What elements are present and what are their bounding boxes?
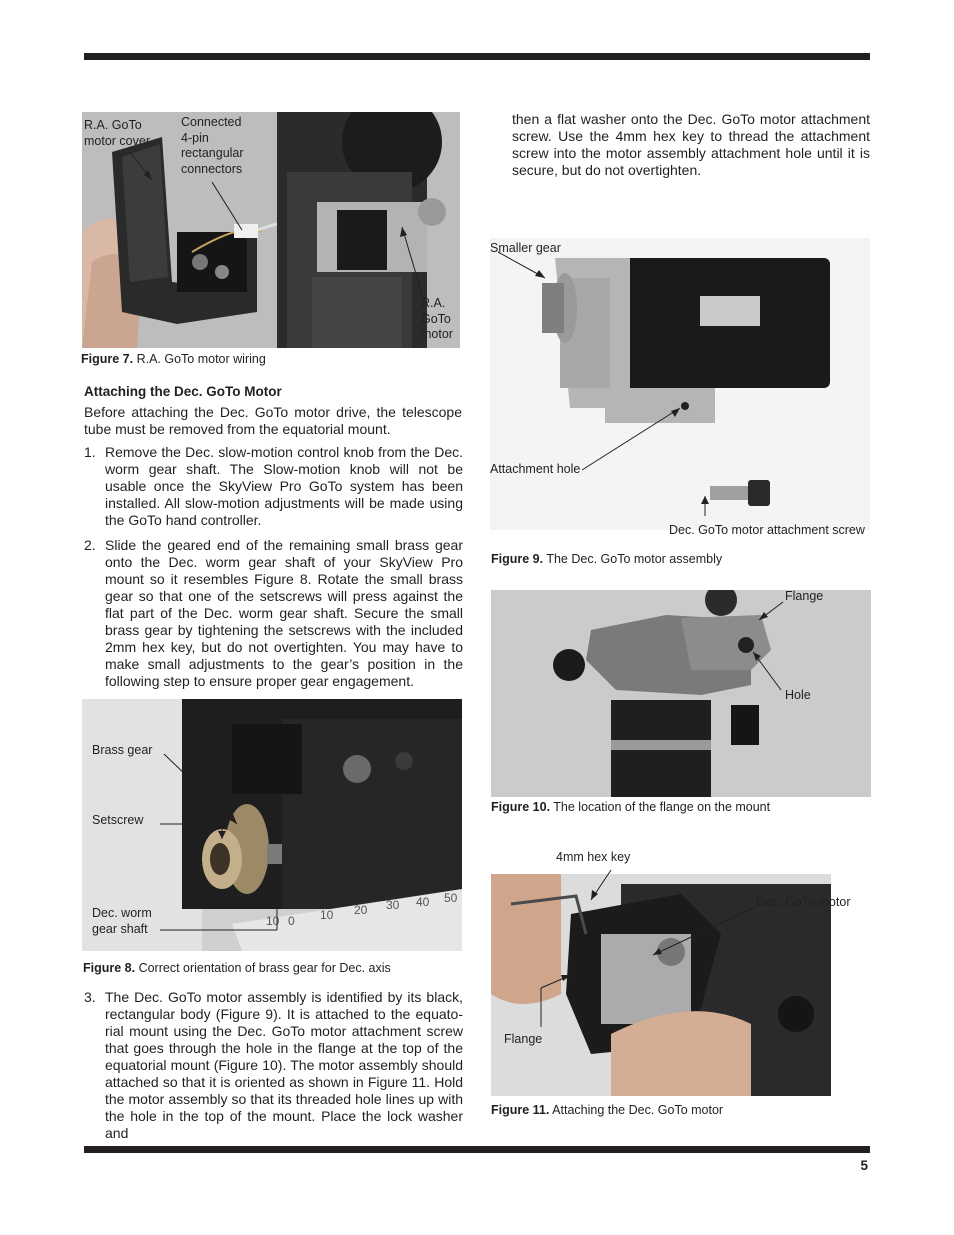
fig10-caption xyxy=(491,800,770,814)
fig10-leader-lines xyxy=(491,590,871,797)
fig8-scale-n1: 0 xyxy=(288,914,295,928)
fig8-caption-text: Correct orientation of brass gear for Dec. axis xyxy=(138,961,391,975)
fig11-label-motor: Dec. GoTo motor xyxy=(756,895,851,909)
fig9-caption-label: Figure 9. xyxy=(491,552,544,566)
fig9-leader-lines xyxy=(490,238,870,530)
fig9-caption xyxy=(491,552,722,566)
fig8-scale-n5: 40 xyxy=(416,895,430,909)
fig11-caption-label: Figure 11. xyxy=(491,1103,550,1117)
fig8-label-brass-gear: Brass gear xyxy=(92,743,153,757)
fig9-label-smaller-gear: Smaller gear xyxy=(490,241,561,255)
fig9-label-attachment-hole: Attachment hole xyxy=(490,462,581,476)
fig8-label-worm-shaft: Dec. worm gear shaft xyxy=(92,906,152,936)
fig9-caption-text: The Dec. GoTo motor assembly xyxy=(546,552,723,566)
fig8-caption-label: Figure 8. xyxy=(83,961,136,975)
step-3-number: 3. xyxy=(84,989,96,1005)
fig8-scale-n6: 50 xyxy=(444,891,458,905)
fig10-caption-text: The location of the flange on the mount xyxy=(553,800,771,814)
top-rule xyxy=(84,53,870,60)
fig8-label-setscrew: Setscrew xyxy=(92,813,144,827)
fig7-caption-text: R.A. GoTo motor wiring xyxy=(136,352,266,366)
fig7-label-connectors: Connected 4-pin rectangular connectors xyxy=(181,115,244,176)
step-2 xyxy=(84,537,463,691)
fig8-leader-lines xyxy=(82,699,462,951)
fig8-scale-n4: 30 xyxy=(386,898,400,912)
section-intro: Before attaching the Dec. GoTo motor drive, the telescope tube must be removed from the equatorial mount. xyxy=(84,404,462,437)
fig7-label-motor: R.A. GoTo motor xyxy=(421,296,453,341)
fig10-label-hole: Hole xyxy=(785,688,811,702)
page-number: 5 xyxy=(860,1158,868,1173)
fig8-scale-n0: 10 xyxy=(266,914,280,928)
bottom-rule xyxy=(84,1146,870,1153)
fig10-caption-label: Figure 10. xyxy=(491,800,551,814)
right-intro: then a flat washer onto the Dec. GoTo motor attachment screw. Use the 4mm hex key to thread the attachment screw into the motor assembly attachment hole until it is secure, but do not overtighten. xyxy=(512,111,870,178)
fig11-leader-lines xyxy=(491,850,871,1050)
step-2-number: 2. xyxy=(84,537,96,553)
step-1-number: 1. xyxy=(84,444,96,460)
fig8-scale-n2: 10 xyxy=(320,908,334,922)
step-3 xyxy=(84,989,463,1141)
fig11-label-hex-key: 4mm hex key xyxy=(556,850,631,864)
fig9-label-screw: Dec. GoTo motor attachment screw xyxy=(669,523,865,537)
fig11-caption xyxy=(491,1103,723,1117)
step-2-text: Slide the geared end of the remaining small brass gear onto the Dec. worm gear shaft of your SkyView Pro mount so it resembles Figure 8. Rotate the small brass gear so that one of the setscrews will press against the flat part of the Dec. worm gear shaft. Secure the small brass gear by tightening the setscrews with the included 2mm hex key, but do not overtighten. You may have to make small adjustments to the gear’s position in the following step to ensure proper gear engagement. xyxy=(105,537,463,689)
step-1-text: Remove the Dec. slow-motion control knob from the Dec. worm gear shaft. The Slow-motion knob will not be usable once the SkyView Pro GoTo system has been installed. All slow-motion adjustments will be made using the GoTo hand controller. xyxy=(105,444,463,528)
fig7-leader-lines xyxy=(82,112,460,348)
fig8-caption xyxy=(83,961,391,975)
fig7-label-motor-cover: R.A. GoTo motor cover xyxy=(84,118,150,148)
section-heading: Attaching the Dec. GoTo Motor xyxy=(84,384,282,399)
fig11-label-flange: Flange xyxy=(504,1032,543,1046)
fig7-caption xyxy=(81,352,266,366)
fig7-caption-label: Figure 7. xyxy=(81,352,134,366)
fig8-scale-n3: 20 xyxy=(354,903,368,917)
fig11-caption-text: Attaching the Dec. GoTo motor xyxy=(552,1103,724,1117)
step-3-text: The Dec. GoTo motor assembly is identified by its black, rectangular body (Figure 9). It is attached to the equato-rial mount using the Dec. GoTo motor attachment screw that goes through the hole in the flange at the top of the equatorial mount (Figure 10). The motor assembly should attached so that it is oriented as shown in Figure 11. Hold the motor assembly so that its threaded hole lines up with the hole in the top of the mount. Place the lock washer and xyxy=(105,989,463,1141)
step-1 xyxy=(84,444,463,530)
fig10-label-flange: Flange xyxy=(785,589,824,603)
